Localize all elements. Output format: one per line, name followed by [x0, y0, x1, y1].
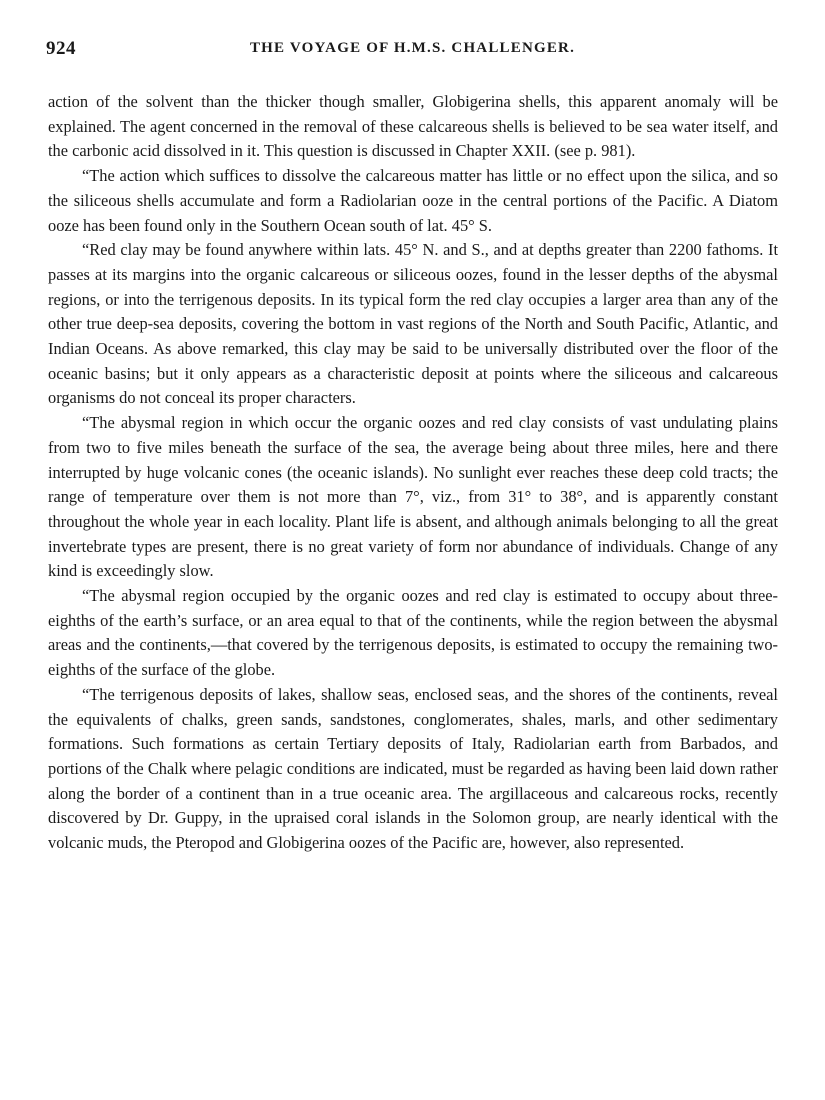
paragraph-abysmal-region: “The abysmal region in which occur the organic oozes and red clay consists of vast undulating plains from two to five miles beneath the surface of the sea, the average being about three miles, here and there interrupted by huge volcanic cones (the oceanic islands). No sunlight ever reaches these deep cold tracts; the range of temperature over them is not more than 7°, viz., from 31° to 38°, and is apparently constant throughout the whole year in each locality. Plant life is absent, and although animals belonging to all the great invertebrate types are present, there is no great variety of form nor abundance of individuals. Change of any kind is exceedingly slow.	[48, 413, 778, 581]
paragraph-silica: “The action which suffices to dissolve the calcareous matter has little or no effect upon the silica, and so the siliceous shells accumulate and form a Radiolarian ooze in the central portions of the Pacific. A Diatom ooze has been found only in the Southern Ocean south of lat. 45° S.	[48, 166, 778, 235]
paragraph-continuation: action of the solvent than the thicker though smaller, Globigerina shells, this apparent anomaly will be explained. The agent concerned in the removal of these calcareous shells is believed to be sea water itself, and the carbonic acid dissolved in it. This question is discussed in Chapter XXII. (see p. 981).	[48, 92, 778, 161]
paragraph-red-clay: “Red clay may be found anywhere within lats. 45° N. and S., and at depths greater than 2200 fathoms. It passes at its margins into the organic calcareous or siliceous oozes, found in the lesser depths of the abysmal regions, or into the terrigenous deposits. In its typical form the red clay occupies a larger area than any of the other true deep-sea deposits, covering the bottom in vast regions of the North and South Pacific, Atlantic, and Indian Oceans. As above remarked, this clay may be said to be universally distributed over the floor of the oceanic basins; but it only appears as a characteristic deposit at points where the siliceous and calcareous organisms do not conceal its proper characters.	[48, 240, 778, 408]
paragraph-terrigenous-deposits: “The terrigenous deposits of lakes, shallow seas, enclosed seas, and the shores of the continents, reveal the equivalents of chalks, green sands, sandstones, conglomerates, shales, marls, and other sedimentary formations. Such formations as certain Tertiary deposits of Italy, Radiolarian earth from Barbados, and portions of the Chalk where pelagic conditions are indicated, must be regarded as having been laid down rather along the border of a continent than in a true oceanic area. The argillaceous and calcareous rocks, recently discovered by Dr. Guppy, in the upraised coral islands in the Solomon group, are nearly identical with the volcanic muds, the Pteropod and Globigerina oozes of the Pacific are, however, also represented.	[48, 684, 778, 853]
page-number: 924	[46, 38, 76, 59]
body-text	[48, 90, 778, 856]
running-title: THE VOYAGE OF H.M.S. CHALLENGER.	[249, 40, 576, 56]
paragraph-earth-surface: “The abysmal region occupied by the organic oozes and red clay is estimated to occupy about three-eighths of the earth’s surface, or an area equal to that of the continents, while the region between the abysmal areas and the continents,—that covered by the terrigenous deposits, is estimated to occupy the remaining two-eighths of the surface of the globe.	[48, 586, 778, 680]
running-head	[46, 38, 779, 68]
